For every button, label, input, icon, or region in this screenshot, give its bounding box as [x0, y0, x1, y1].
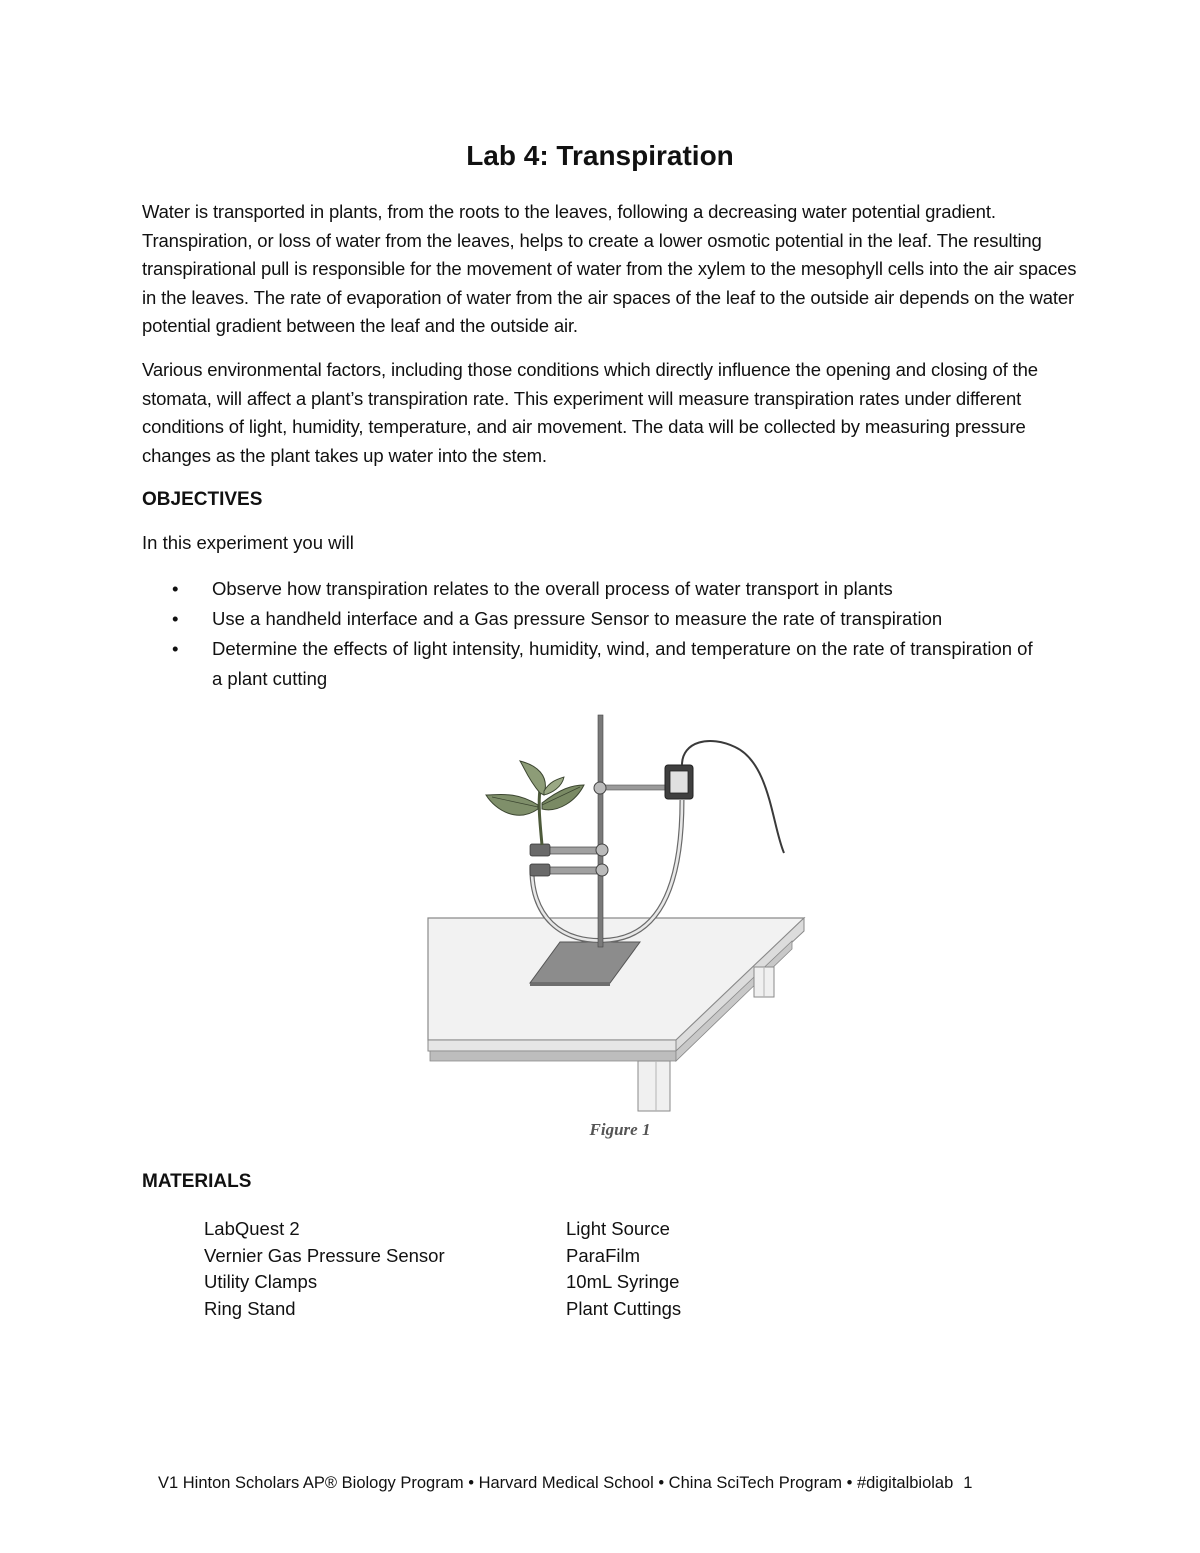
table-leg-front	[638, 1061, 670, 1111]
factors-paragraph: Various environmental factors, including those conditions which directly influence the opening and closing of the stomata, will affect a plant’s transpiration rate. This experiment will measure transpiration rates under different conditions of light, humidity, temperature, and air movement. The data will be collected by measuring pressure changes as the plant takes up water into the stem.	[142, 359, 1038, 466]
objectives-list	[142, 574, 1042, 694]
plant-stem	[539, 789, 542, 845]
list-item: Vernier Gas Pressure Sensor	[204, 1244, 445, 1266]
list-item	[142, 604, 1042, 634]
table-front-edge	[428, 1040, 676, 1051]
objective-text: Use a handheld interface and a Gas pressure Sensor to measure the rate of transpiration	[212, 608, 943, 629]
list-item: 10mL Syringe	[566, 1271, 680, 1292]
materials-heading: MATERIALS	[142, 1171, 252, 1192]
list-item: ParaFilm	[566, 1244, 641, 1266]
clamp-arm-upper	[600, 785, 670, 790]
list-item: LabQuest 2	[204, 1218, 300, 1239]
bullet-icon: •	[172, 578, 179, 599]
materials-right-column	[566, 1216, 681, 1322]
objectives-heading: OBJECTIVES	[142, 489, 263, 510]
materials-left-column	[204, 1216, 445, 1322]
footer-text: V1 Hinton Scholars AP® Biology Program • Harvard Medical School • China SciTech Program • #digitalbiolab	[158, 1474, 954, 1492]
intro-paragraph: Water is transported in plants, from the roots to the leaves, following a decreasing water potential gradient. Transpiration, or loss of water from the leaves, helps to create a lower osmotic potential in the leaf. The resulting transpirational pull is responsible for the movement of water from the xylem to the mesophyll cells into the air spaces in the leaves. The rate of evaporation of water from the air spaces of the leaf to the outside air depends on the water potential gradient between the leaf and the outside air.	[142, 201, 1077, 336]
ring-stand-rod	[598, 715, 603, 947]
objective-text: Determine the effects of light intensity, humidity, wind, and temperature on the rate of transpiration of a plant cutting	[212, 638, 1033, 689]
page-number: 1	[963, 1474, 973, 1492]
list-item	[142, 634, 1042, 694]
table-apron	[430, 1051, 676, 1061]
bullet-icon: •	[172, 608, 179, 629]
objectives-intro: In this experiment you will	[142, 532, 354, 553]
leaf-top	[520, 761, 545, 795]
list-item: Ring Stand	[204, 1297, 296, 1319]
list-item: Utility Clamps	[204, 1271, 318, 1292]
bullet-icon: •	[172, 638, 179, 659]
page-title: Lab 4: Transpiration	[466, 140, 734, 171]
transpiration-apparatus-figure	[420, 705, 820, 1155]
list-item: Plant Cuttings	[566, 1297, 682, 1319]
list-item: Light Source	[566, 1218, 670, 1239]
page-footer	[158, 1474, 1088, 1493]
sensor-cable	[682, 741, 784, 853]
figure-caption: Figure 1	[589, 1120, 651, 1139]
list-item	[142, 574, 1042, 604]
objective-text: Observe how transpiration relates to the overall process of water transport in plants	[212, 578, 893, 599]
